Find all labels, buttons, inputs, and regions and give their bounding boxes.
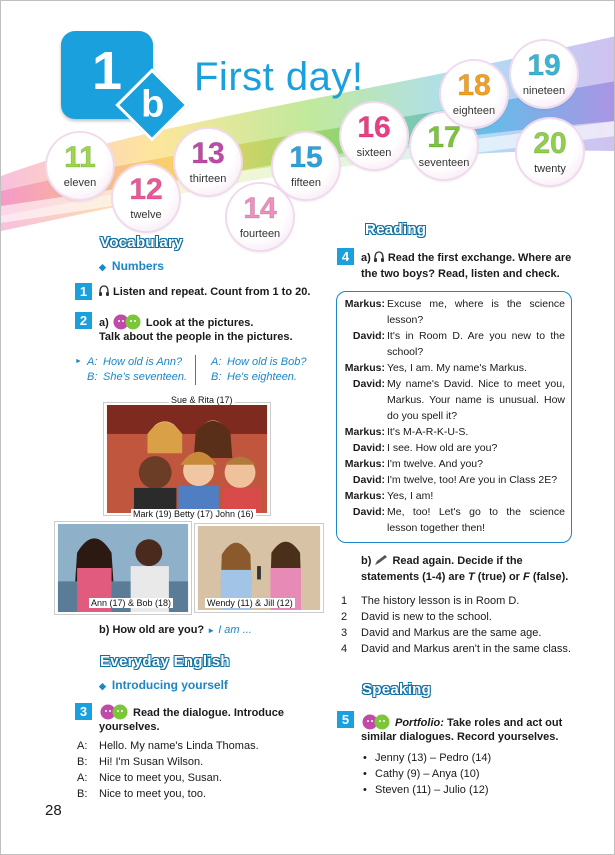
photo-caption: Sue & Rita (17) xyxy=(171,395,233,405)
bullet-icon: • xyxy=(363,784,367,796)
exercise-4b-instruction: b) Read again. Decide if the xyxy=(361,555,523,567)
dialogue-line: A: Hello. My name's Linda Thomas. xyxy=(77,740,259,752)
exercise-number: 1 xyxy=(75,283,92,300)
photo-caption: Mark (19) Betty (17) John (16) xyxy=(133,509,254,519)
dialogue-text: My name's David. Nice to meet you, Markus. Your name is unusual. How do you spell it? xyxy=(387,378,565,422)
dialogue-text: Yes, I am! xyxy=(387,490,434,502)
exercise-3-instruction-line2: yourselves. xyxy=(99,721,160,733)
bullet-icon: • xyxy=(363,752,367,764)
number-digit: 18 xyxy=(457,69,491,102)
arrow-icon: ► xyxy=(75,358,82,365)
model-line: B: He's eighteen. xyxy=(211,371,297,383)
number-digit: 16 xyxy=(357,111,391,144)
bullet-item: • Cathy (9) – Anya (10) xyxy=(363,768,480,780)
unit-number-badge: 1 xyxy=(61,31,153,119)
headphones-icon xyxy=(99,285,109,297)
number-word: thirteen xyxy=(189,173,227,185)
page-number: 28 xyxy=(45,802,62,819)
dialogue-text: Me, too! Let's go to the science lesson together then! xyxy=(387,506,565,534)
exercise-3-instruction: Read the dialogue. Introduce xyxy=(99,704,284,721)
dialogue-line xyxy=(337,472,573,488)
dialogue-text: It's M-A-R-K-U-S. xyxy=(387,426,469,438)
model-line: A: How old is Ann? xyxy=(87,356,183,368)
number-bubble xyxy=(517,119,583,185)
exercise-1-instruction: Listen and repeat. Count from 1 to 20. xyxy=(99,285,310,300)
exercise-5-instruction: Portfolio: Take roles and act out xyxy=(361,714,562,731)
exercise-2a-instruction-line2: Talk about the people in the pictures. xyxy=(99,331,293,343)
everyday-english-heading: Everyday English xyxy=(100,653,230,670)
number-bubble xyxy=(273,133,339,199)
dialogue-text: It's in Room D. Are you new to the school? xyxy=(387,330,565,358)
statement-item: 1 The history lesson is in Room D. xyxy=(341,595,520,607)
pair-work-icon xyxy=(99,704,129,720)
pencil-icon xyxy=(374,554,388,566)
introducing-subheading: ◆ Introducing yourself xyxy=(99,678,228,692)
unit-letter-badge: b xyxy=(115,68,189,142)
exercise-number: 5 xyxy=(337,711,354,728)
statement-item: 4 David and Markus aren't in the same class. xyxy=(341,643,571,655)
dialogue-line xyxy=(337,376,573,424)
number-digit: 11 xyxy=(64,141,96,174)
statement-item: 2 David is new to the school. xyxy=(341,611,492,623)
number-bubble xyxy=(175,129,241,195)
dialogue-line xyxy=(337,440,573,456)
dialogue-line xyxy=(337,424,573,440)
dialogue-line xyxy=(337,456,573,472)
bullet-item: • Jenny (13) – Pedro (14) xyxy=(363,752,492,764)
number-bubble xyxy=(227,184,293,250)
model-line: A: How old is Bob? xyxy=(211,356,307,368)
number-word: eighteen xyxy=(452,105,496,117)
speaker-name: David: xyxy=(352,378,385,390)
number-word: nineteen xyxy=(522,85,566,97)
number-bubble xyxy=(47,133,113,199)
number-word: twelve xyxy=(130,209,162,221)
number-bubble xyxy=(511,41,577,107)
diamond-icon: ◆ xyxy=(99,262,106,272)
exercise-number: 2 xyxy=(75,312,92,329)
pair-work-icon xyxy=(112,314,142,330)
dialogue-box xyxy=(336,291,572,543)
divider xyxy=(195,355,196,385)
exercise-2b-instruction: b) How old are you? ► I am ... xyxy=(99,624,252,636)
number-word: fifteen xyxy=(291,177,321,189)
dialogue-text: Yes, I am. My name's Markus. xyxy=(387,362,527,374)
number-digit: 14 xyxy=(243,192,277,225)
dialogue-line xyxy=(337,328,573,360)
exercise-4b-instruction-line2: statements (1-4) are T (true) or F (false). xyxy=(361,571,569,583)
dialogue-line xyxy=(337,296,573,328)
dialogue-line: B: Nice to meet you, too. xyxy=(77,788,206,800)
numbers-subheading: ◆ Numbers xyxy=(99,259,164,273)
speaker-name: Markus: xyxy=(344,490,385,502)
exercise-4a-instruction: a) Read the first exchange. Where are xyxy=(361,252,572,264)
dialogue-line xyxy=(337,504,573,536)
number-word: eleven xyxy=(63,177,97,189)
speaking-heading: Speaking xyxy=(362,681,432,698)
speaker-name: Markus: xyxy=(344,298,385,310)
number-bubble xyxy=(113,165,179,231)
dialogue-text: Excuse me, where is the science lesson? xyxy=(387,298,565,326)
number-digit: 20 xyxy=(533,127,567,160)
number-digit: 17 xyxy=(427,121,461,154)
model-line: B: She's seventeen. xyxy=(87,371,188,383)
bullet-item: • Steven (11) – Julio (12) xyxy=(363,784,489,796)
dialogue-line: A: Nice to meet you, Susan. xyxy=(77,772,222,784)
reading-heading: Reading xyxy=(365,221,427,238)
number-digit: 13 xyxy=(191,137,225,170)
photo-caption: Ann (17) & Bob (18) xyxy=(91,598,172,608)
speaker-name: Markus: xyxy=(344,426,385,438)
pair-work-icon xyxy=(361,714,391,730)
dialogue-line xyxy=(337,488,573,504)
statement-item: 3 David and Markus are the same age. xyxy=(341,627,542,639)
number-digit: 12 xyxy=(129,173,163,206)
number-digit: 15 xyxy=(289,141,323,174)
vocabulary-heading: Vocabulary xyxy=(100,234,183,251)
number-digit: 19 xyxy=(527,49,561,82)
exercise-4a-instruction-line2: the two boys? Read, listen and check. xyxy=(361,268,560,280)
speaker-name: Markus: xyxy=(344,458,385,470)
speaker-name: David: xyxy=(352,506,385,518)
diamond-icon: ◆ xyxy=(99,681,106,691)
number-word: twenty xyxy=(534,163,566,175)
dialogue-line xyxy=(337,360,573,376)
exercise-number: 3 xyxy=(75,703,92,720)
number-word: seventeen xyxy=(418,157,470,169)
dialogue-line: B: Hi! I'm Susan Wilson. xyxy=(77,756,204,768)
arrow-icon: ► xyxy=(207,626,216,635)
photo-caption: Wendy (11) & Jill (12) xyxy=(207,598,293,608)
speaker-name: David: xyxy=(352,474,385,486)
page-title: First day! xyxy=(194,55,364,99)
exercise-2a-instruction: a) Look at the pictures. xyxy=(99,314,253,331)
exercise-5-instruction-line2: similar dialogues. Record yourselves. xyxy=(361,731,559,743)
number-bubble xyxy=(441,61,507,127)
photo-group-of-friends xyxy=(104,403,270,515)
number-word: fourteen xyxy=(239,228,281,240)
headphones-icon xyxy=(374,251,384,263)
number-word: sixteen xyxy=(356,147,392,159)
bullet-icon: • xyxy=(363,768,367,780)
speaker-name: David: xyxy=(352,330,385,342)
number-bubble xyxy=(341,103,407,169)
speaker-name: Markus: xyxy=(344,362,385,374)
dialogue-text: I'm twelve, too! Are you in Class 2E? xyxy=(387,474,558,486)
speaker-name: David: xyxy=(352,442,385,454)
dialogue-text: I see. How old are you? xyxy=(387,442,498,454)
dialogue-text: I'm twelve. And you? xyxy=(387,458,483,470)
exercise-number: 4 xyxy=(337,248,354,265)
